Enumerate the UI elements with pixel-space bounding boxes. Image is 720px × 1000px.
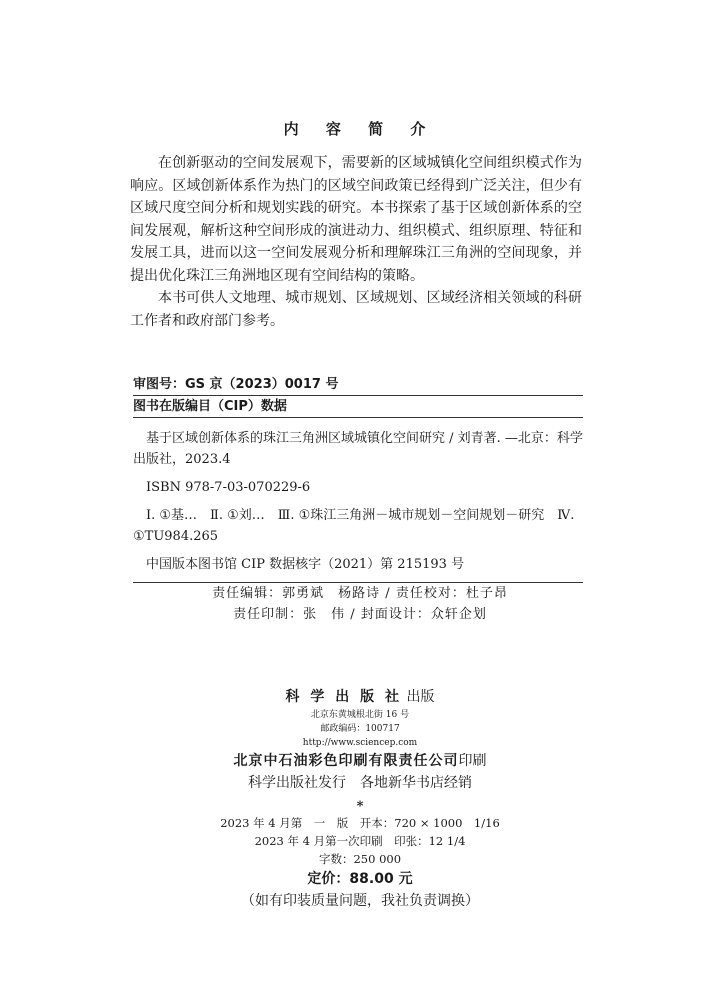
publisher-suffix: 出版 [402,689,435,705]
intro-text [130,152,582,332]
printer-suffix: 印刷 [458,753,487,769]
quality-note: （如有印装质量问题，我社负责调换） [241,893,479,909]
intro-title: 内 容 简 介 [283,120,437,138]
cip-heading: 图书在版编目（CIP）数据 [133,399,287,414]
cip-verification: 中国版本图书馆 CIP 数据核字（2021）第 215193 号 [146,557,465,572]
map-review-number: 审图号：GS 京（2023）0017 号 [133,377,339,392]
price-line [0,868,720,890]
publisher-line [0,686,720,708]
cip-record: 基于区域创新体系的珠江三角洲区域城镇化空间研究 / 刘青著. —北京：科学出版社，2023.4 [133,431,583,467]
cip-classification: Ⅰ. ①基… Ⅱ. ①刘… Ⅲ. ①珠江三角洲－城市规划－空间规划－研究 Ⅳ. ①TU984.265 [133,508,575,544]
publisher-name: 科 学 出 版 社 [285,689,403,705]
word-count: 字数：250 000 [318,852,402,866]
publisher-address: 北京东黄城根北街 16 号 [310,710,410,720]
publisher-website: http://www.sciencep.com [302,738,418,748]
distribution-line: 科学出版社发行 各地新华书店经销 [248,775,472,791]
editors-line: 责任编辑：郭勇斌 杨路诗 / 责任校对：杜子昂 [212,586,508,601]
edition-line: 2023 年 4 月第 一 版 开本：720 × 1000 1/16 [220,816,500,830]
cip-body [133,418,583,575]
editors-line: 责任印制：张 伟 / 封面设计：众轩企划 [233,607,487,622]
intro-paragraph: 在创新驱动的空间发展观下，需要新的区域城镇化空间组织模式作为响应。区域创新体系作为热门的区域空间政策已经得到广泛关注，但少有区域尺度空间分析和规划实践的研究。本书探索了基于区域创新体系的空间发展观，解析这种空间形成的演进动力、组织模式、组织原理、特征和发展工具，进而以这一空间发展观分析和理解珠江三角洲的空间现象，并提出优化珠江三角洲地区现有空间结构的策略。 [130,155,582,284]
printing-line: 2023 年 4 月第一次印刷 印张：12 1/4 [254,834,466,848]
price-value: 88.00 [349,871,394,887]
printer-line [0,750,720,772]
cip-block [133,374,583,583]
price-label: 定价： [307,871,350,887]
separator-star: * [356,799,364,814]
intro-paragraph: 本书可供人文地理、城市规划、区域规划、区域经济相关领域的科研工作者和政府部门参考。 [130,290,582,329]
publisher-block [0,686,720,912]
cip-isbn: ISBN 978-7-03-070229-6 [146,480,311,495]
price-unit: 元 [393,871,413,887]
publisher-postcode: 邮政编码：100717 [320,724,400,734]
printer-name: 北京中石油彩色印刷有限责任公司 [233,753,459,769]
editors-block [0,583,720,625]
